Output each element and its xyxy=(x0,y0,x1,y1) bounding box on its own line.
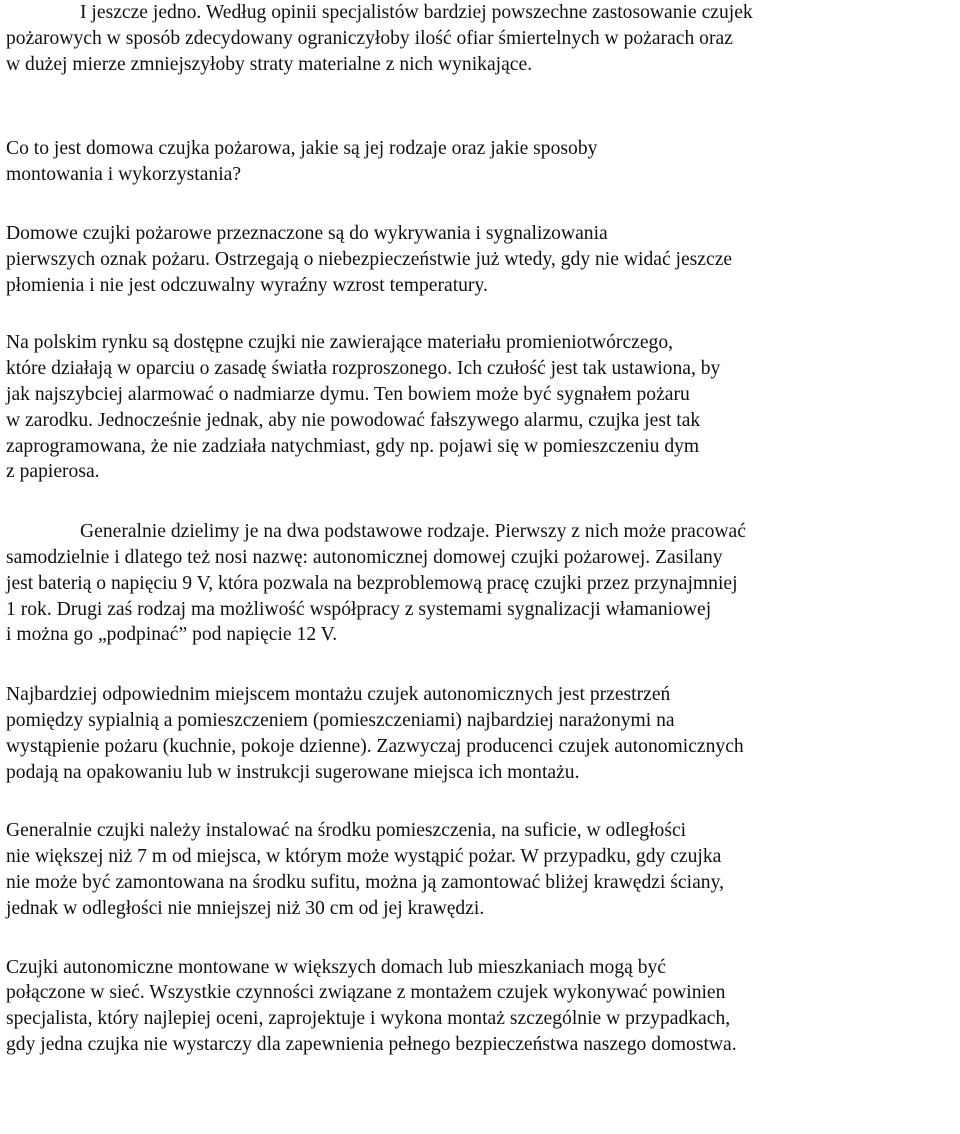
paragraph-intro xyxy=(6,0,956,77)
text-line: płomienia i nie jest odczuwalny wyraźny wzrost temperatury. xyxy=(6,274,488,296)
text-line: jak najszybciej alarmować o nadmiarze dymu. Ten bowiem może być sygnałem pożaru xyxy=(6,383,690,405)
text-line: z papierosa. xyxy=(6,461,100,483)
paragraph-market xyxy=(6,330,956,485)
text-line: montowania i wykorzystania? xyxy=(6,164,242,186)
paragraph-types xyxy=(6,519,956,648)
text-line: które działają w oparciu o zasadę światła rozproszonego. Ich czułość jest tak ustawiona, by xyxy=(6,358,721,380)
text-line: Najbardziej odpowiednim miejscem montażu czujek autonomicznych jest przestrzeń xyxy=(6,684,671,706)
paragraph-definition xyxy=(6,221,956,298)
text-line: połączone w sieć. Wszystkie czynności związane z montażem czujek wykonywać powinien xyxy=(6,982,726,1004)
text-line: pomiędzy sypialnią a pomieszczeniem (pomieszczeniami) najbardziej narażonymi na xyxy=(6,709,675,731)
text-line: specjalista, który najlepiej oceni, zaprojektuje i wykona montaż szczególnie w przypadkach, xyxy=(6,1008,731,1030)
text-line: Na polskim rynku są dostępne czujki nie zawierające materiału promieniotwórczego, xyxy=(6,332,674,354)
text-line: nie może być zamontowana na środku sufitu, można ją zamontować bliżej krawędzi ściany, xyxy=(6,871,724,893)
text-line: i można go „podpinać” pod napięcie 12 V. xyxy=(6,624,338,646)
text-line: Generalnie czujki należy instalować na środku pomieszczenia, na suficie, w odległości xyxy=(6,820,687,842)
text-line: pożarowych w sposób zdecydowany ograniczyłoby ilość ofiar śmiertelnych w pożarach oraz xyxy=(6,27,733,49)
text-line: samodzielnie i dlatego też nosi nazwę: autonomicznej domowej czujki pożarowej. Zasilany xyxy=(6,546,723,568)
text-line: Domowe czujki pożarowe przeznaczone są do wykrywania i sygnalizowania xyxy=(6,222,608,244)
paragraph-question xyxy=(6,136,956,188)
text-line: wystąpienie pożaru (kuchnie, pokoje dzienne). Zazwyczaj producenci czujek autonomicznych xyxy=(6,735,744,757)
text-line: Co to jest domowa czujka pożarowa, jakie są jej rodzaje oraz jakie sposoby xyxy=(6,138,598,160)
text-line: gdy jedna czujka nie wystarczy dla zapewnienia pełnego bezpieczeństwa naszego domostwa. xyxy=(6,1033,737,1055)
text-line: jednak w odległości nie mniejszej niż 30 cm od jej krawędzi. xyxy=(6,897,485,919)
text-line: pierwszych oznak pożaru. Ostrzegają o niebezpieczeństwie już wtedy, gdy nie widać jeszcze xyxy=(6,248,733,270)
text-line: Czujki autonomiczne montowane w większych domach lub mieszkaniach mogą być xyxy=(6,956,667,978)
text-line: I jeszcze jedno. Według opinii specjalistów bardziej powszechne zastosowanie czujek xyxy=(80,2,753,23)
text-line: podają na opakowaniu lub w instrukcji sugerowane miejsca ich montażu. xyxy=(6,761,580,783)
paragraph-placement xyxy=(6,682,956,785)
paragraph-installation xyxy=(6,818,956,921)
text-line: zaprogramowana, że nie zadziała natychmiast, gdy np. pojawi się w pomieszczeniu dym xyxy=(6,435,700,457)
text-line: nie większej niż 7 m od miejsca, w którym może wystąpić pożar. W przypadku, gdy czujka xyxy=(6,846,722,868)
text-line: jest baterią o napięciu 9 V, która pozwala na bezproblemową pracę czujki przez przynajmniej xyxy=(6,572,738,594)
document-body xyxy=(6,0,956,1058)
text-line: w dużej mierze zmniejszyłoby straty materialne z nich wynikające. xyxy=(6,53,533,75)
text-line: w zarodku. Jednocześnie jednak, aby nie powodować fałszywego alarmu, czujka jest tak xyxy=(6,409,701,431)
text-line: 1 rok. Drugi zaś rodzaj ma możliwość współpracy z systemami sygnalizacji włamaniowej xyxy=(6,598,712,620)
text-line: Generalnie dzielimy je na dwa podstawowe rodzaje. Pierwszy z nich może pracować xyxy=(80,521,746,543)
paragraph-network xyxy=(6,955,956,1058)
